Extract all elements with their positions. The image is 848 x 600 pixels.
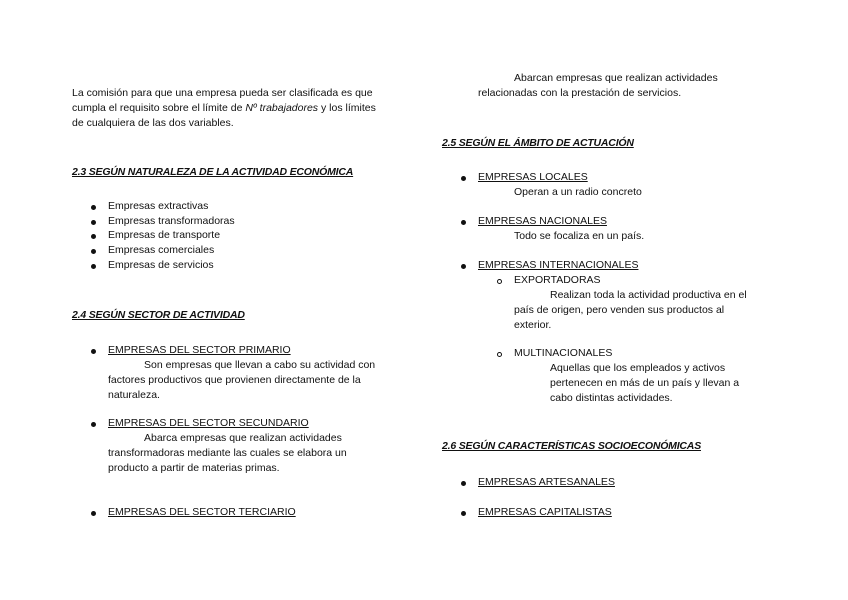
locales-title: EMPRESAS LOCALES [478,171,588,183]
bullet-icon [461,176,466,181]
list-item: Empresas de servicios [108,259,214,271]
terciario-desc: Abarcan empresas que realizan actividades [514,72,718,84]
intro-text: cumpla el requisito sobre el límite de [72,102,246,114]
bullet-icon [91,349,96,354]
list-item: Empresas de transporte [108,229,221,241]
exportadoras-desc: Realizan toda la actividad productiva en el [550,289,747,301]
locales-desc: Operan a un radio concreto [514,186,642,198]
artesanales-title: EMPRESAS ARTESANALES [478,476,615,488]
secundario-desc: Abarca empresas que realizan actividades [144,432,342,444]
intro-line [72,101,376,116]
bullet-icon [91,220,96,225]
section-heading-2-6: 2.6 SEGÚN CARACTERÍSTICAS SOCIOECONÓMICAS [442,440,701,452]
primario-desc: factores productivos que provienen directamente de la [108,374,361,386]
primario-title: EMPRESAS DEL SECTOR PRIMARIO [108,344,291,356]
exportadoras-title: EXPORTADORAS [514,274,601,286]
primario-desc: naturaleza. [108,389,160,401]
bullet-icon [91,234,96,239]
section-heading-2-5: 2.5 SEGÚN EL ÁMBITO DE ACTUACIÓN [442,137,634,149]
bullet-icon [461,511,466,516]
exportadoras-desc: exterior. [514,319,552,331]
bullet-icon [91,264,96,269]
exportadoras-desc: país de origen, pero venden sus productos al [514,304,725,316]
section-heading-2-3: 2.3 SEGÚN NATURALEZA DE LA ACTIVIDAD ECONÓMICA [72,166,354,178]
bullet-icon [91,249,96,254]
primario-desc: Son empresas que llevan a cabo su actividad con [144,359,376,371]
multinacionales-desc: cabo distintas actividades. [550,392,673,404]
terciario-title: EMPRESAS DEL SECTOR TERCIARIO [108,506,296,518]
nacionales-title: EMPRESAS NACIONALES [478,215,607,227]
bullet-icon [91,422,96,427]
internacionales-title: EMPRESAS INTERNACIONALES [478,259,639,271]
nacionales-desc: Todo se focaliza en un país. [514,230,645,242]
circle-bullet-icon [497,352,502,357]
list-item: Empresas transformadoras [108,215,235,227]
list-item: Empresas comerciales [108,244,215,256]
section-heading-2-4: 2.4 SEGÚN SECTOR DE ACTIVIDAD [72,309,245,321]
intro-line: de cualquiera de las dos variables. [72,117,234,129]
list-item: Empresas extractivas [108,200,209,212]
capitalistas-title: EMPRESAS CAPITALISTAS [478,506,612,518]
bullet-icon [461,220,466,225]
bullet-icon [91,205,96,210]
terciario-desc: relacionadas con la prestación de servicios. [478,87,682,99]
secundario-desc: transformadoras mediante las cuales se elabora un [108,447,347,459]
multinacionales-desc: Aquellas que los empleados y activos [550,362,726,374]
secundario-title: EMPRESAS DEL SECTOR SECUNDARIO [108,417,309,429]
intro-emphasis: Nº trabajadores [245,102,319,114]
multinacionales-desc: pertenecen en más de un país y llevan a [550,377,740,389]
intro-line: La comisión para que una empresa pueda ser clasificada es que [72,87,373,99]
bullet-icon [461,264,466,269]
secundario-desc: producto a partir de materias primas. [108,462,280,474]
bullet-icon [91,511,96,516]
circle-bullet-icon [497,279,502,284]
multinacionales-title: MULTINACIONALES [514,347,613,359]
intro-text: y los límites [318,102,376,114]
bullet-icon [461,481,466,486]
